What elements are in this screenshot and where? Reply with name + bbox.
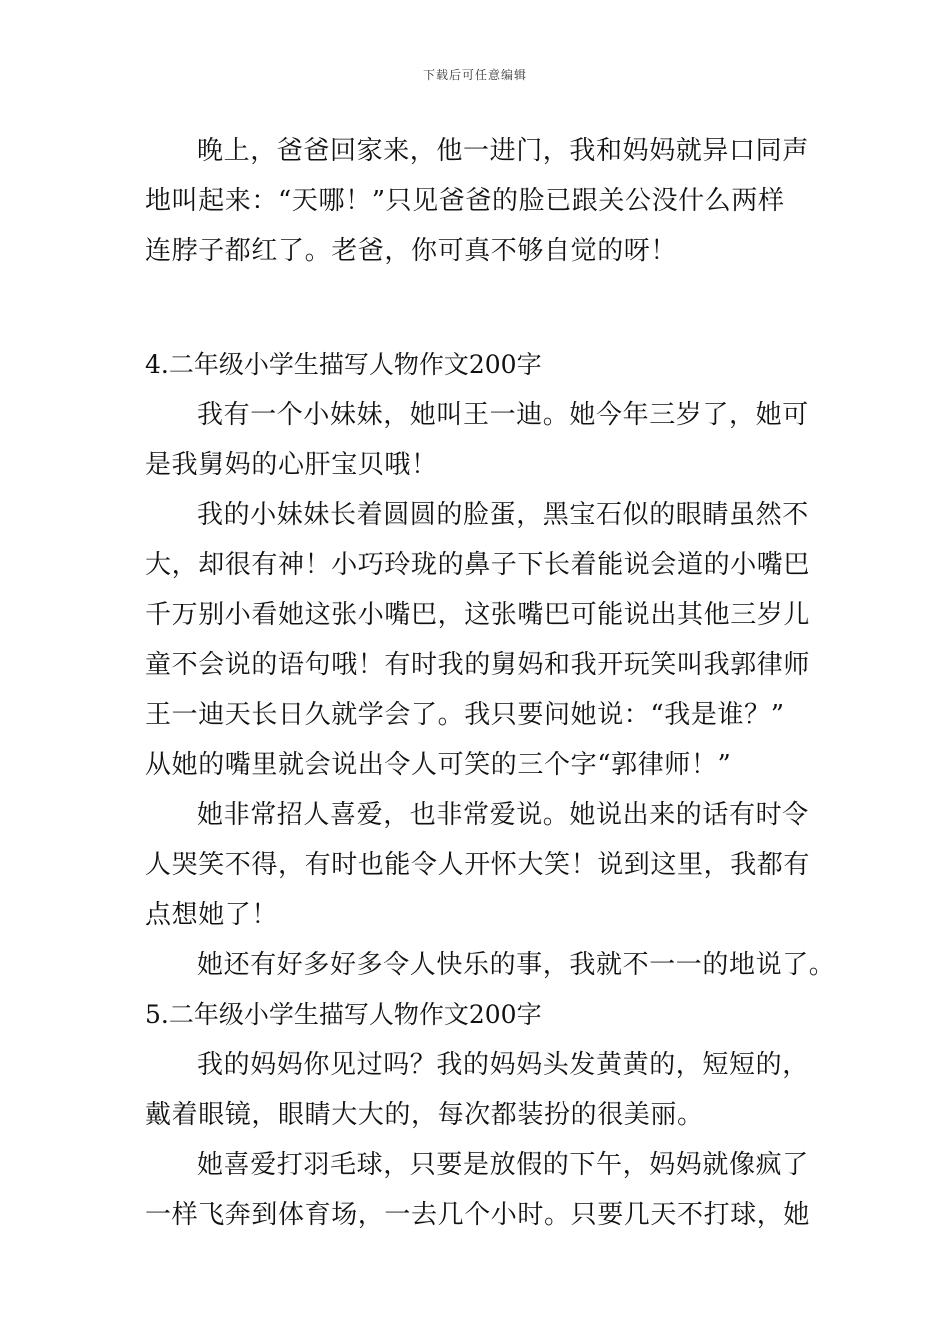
page-header: 下载后可任意编辑 — [422, 68, 527, 82]
section-title: 4.二年级小学生描写人物作文200字 — [145, 350, 542, 379]
paragraph — [145, 942, 836, 992]
text-line: 王一迪天长日久就学会了。我只要问她说：“我是谁？” — [145, 700, 785, 730]
paragraph-evening — [145, 128, 810, 278]
section-4 — [145, 342, 836, 992]
text-line: 一样飞奔到体育场，一去几个小时。只要几天不打球，她 — [145, 1200, 811, 1230]
text-line: 她非常招人喜爱，也非常爱说。她说出来的话有时令 — [197, 800, 809, 830]
text-line: 我的妈妈你见过吗？我的妈妈头发黄黄的，短短的， — [197, 1050, 809, 1080]
text-line: 大，却很有神！小巧玲珑的鼻子下长着能说会道的小嘴巴 — [145, 550, 811, 580]
section-5 — [145, 992, 810, 1242]
document-body — [145, 128, 836, 1242]
text-line: 她还有好多好多令人快乐的事，我就不一一的地说了。 — [197, 950, 836, 980]
text-line: 童不会说的语句哦！有时我的舅妈和我开玩笑叫我郭律师 — [145, 650, 811, 680]
text-line: 是我舅妈的心肝宝贝哦！ — [145, 450, 438, 480]
paragraph — [145, 392, 810, 492]
text-line: 我的小妹妹长着圆圆的脸蛋，黑宝石似的眼睛虽然不 — [197, 500, 809, 530]
paragraph — [145, 1042, 810, 1142]
paragraph — [145, 1142, 810, 1242]
text-line: 晚上，爸爸回家来，他一进门，我和妈妈就异口同声 — [197, 136, 809, 166]
paragraph — [145, 792, 810, 942]
section-gap — [145, 278, 810, 342]
text-line: 千万别小看她这张小嘴巴，这张嘴巴可能说出其他三岁儿 — [145, 600, 811, 630]
text-line: 人哭笑不得，有时也能令人开怀大笑！说到这里，我都有 — [145, 850, 811, 880]
text-line: 戴着眼镜，眼睛大大的，每次都装扮的很美丽。 — [145, 1100, 704, 1130]
text-line: 连脖子都红了。老爸，你可真不够自觉的呀！ — [145, 236, 678, 266]
paragraph — [145, 492, 810, 792]
text-line: 从她的嘴里就会说出令人可笑的三个字“郭律师！” — [145, 750, 732, 780]
text-line: 地叫起来：“天哪！”只见爸爸的脸已跟关公没什么两样 — [145, 186, 785, 216]
text-line: 点想她了！ — [145, 900, 279, 930]
text-line: 我有一个小妹妹，她叫王一迪。她今年三岁了，她可 — [197, 400, 809, 430]
text-line: 她喜爱打羽毛球，只要是放假的下午，妈妈就像疯了 — [197, 1150, 809, 1180]
section-title: 5.二年级小学生描写人物作文200字 — [145, 1000, 542, 1029]
